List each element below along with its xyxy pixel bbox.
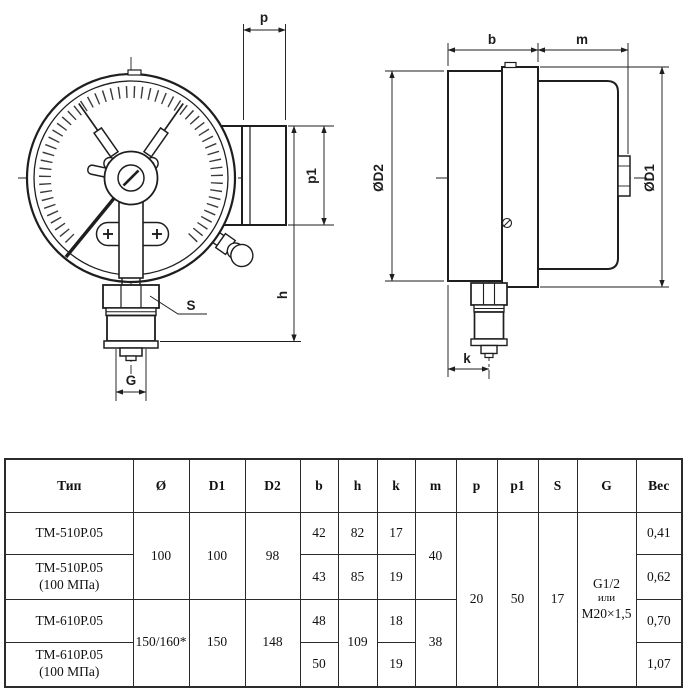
terminal-block [618,156,630,196]
header-p: p [456,459,497,513]
hex-nut [471,283,507,305]
movement-bracket [119,200,143,278]
header-type: Тип [5,459,133,513]
g-thread-line3: M20×1,5 [581,606,632,622]
nipple [120,348,142,356]
cell-diameter-510: 100 [133,513,189,600]
dim-p [244,24,286,120]
header-s: S [538,459,577,513]
bayonet-ring [502,67,538,287]
cell-d1-610: 150 [189,600,245,687]
cell-p: 20 [456,513,497,687]
side-view [385,43,669,379]
cell-d2-610: 148 [245,600,300,687]
cell-d1-510: 100 [189,513,245,600]
nipple [481,346,497,354]
cell-d2-510: 98 [245,513,300,600]
header-d1: D1 [189,459,245,513]
header-diameter: Ø [133,459,189,513]
label-s: S [186,298,196,313]
cell-k: 19 [377,555,415,600]
cell-weight: 0,62 [636,555,682,600]
label-g: G [125,373,137,388]
type-line1: ТМ-610Р.05 [35,647,103,663]
cell-b: 42 [300,513,338,555]
cell-type: ТМ-510Р.05 [5,513,133,555]
type-line1: ТМ-510Р.05 [35,560,103,576]
header-d2: D2 [245,459,300,513]
thread-body [107,316,155,342]
cell-diameter-610: 150/160* [133,600,189,687]
header-row [5,459,682,513]
cell-k: 18 [377,600,415,643]
header-m: m [415,459,456,513]
label-k: k [463,351,471,366]
cell-type: ТМ-610Р.05 [5,600,133,643]
cell-h: 85 [338,555,377,600]
top-notch [128,70,141,75]
label-p1: p1 [304,168,319,184]
label-p: p [259,10,269,25]
g-thread-line2: или [597,592,616,605]
label-m: m [575,32,589,47]
front-ring-body [448,71,502,281]
g-thread-line1: G1/2 [593,575,620,591]
cell-weight: 0,70 [636,600,682,643]
front-view [18,24,334,401]
header-k: k [377,459,415,513]
cell-m-610: 38 [415,600,456,687]
spec-table-container [4,458,683,688]
cell-weight: 1,07 [636,643,682,687]
dim-d2 [385,71,444,281]
cell-b: 48 [300,600,338,643]
cell-type [5,643,133,687]
ring-tab [505,63,516,68]
type-line2: (100 МПа) [39,664,100,680]
label-d1: ØD1 [642,164,657,192]
label-b: b [487,32,497,47]
header-weight: Вес [636,459,682,513]
header-b: b [300,459,338,513]
rear-case [538,81,618,269]
cell-m-510: 40 [415,513,456,600]
cell-h-610: 109 [338,600,377,687]
cell-p1: 50 [497,513,538,687]
dimensions-table [4,458,683,688]
header-g: G [577,459,636,513]
header-h: h [338,459,377,513]
type-line2: (100 МПа) [39,577,100,592]
cell-k: 19 [377,643,415,687]
cell-k: 17 [377,513,415,555]
cell-g [577,513,636,687]
cell-b: 43 [300,555,338,600]
label-h: h [275,290,290,300]
side-stem [471,283,507,358]
cell-h: 82 [338,513,377,555]
cell-b: 50 [300,643,338,687]
front-stem [103,278,159,361]
label-d2: ØD2 [371,164,386,192]
cell-weight: 0,41 [636,513,682,555]
table-row [5,513,682,555]
thread-body [475,312,504,339]
ring-screw-icon [503,219,512,228]
cell-type [5,555,133,600]
cell-s: 17 [538,513,577,687]
header-p1: p1 [497,459,538,513]
